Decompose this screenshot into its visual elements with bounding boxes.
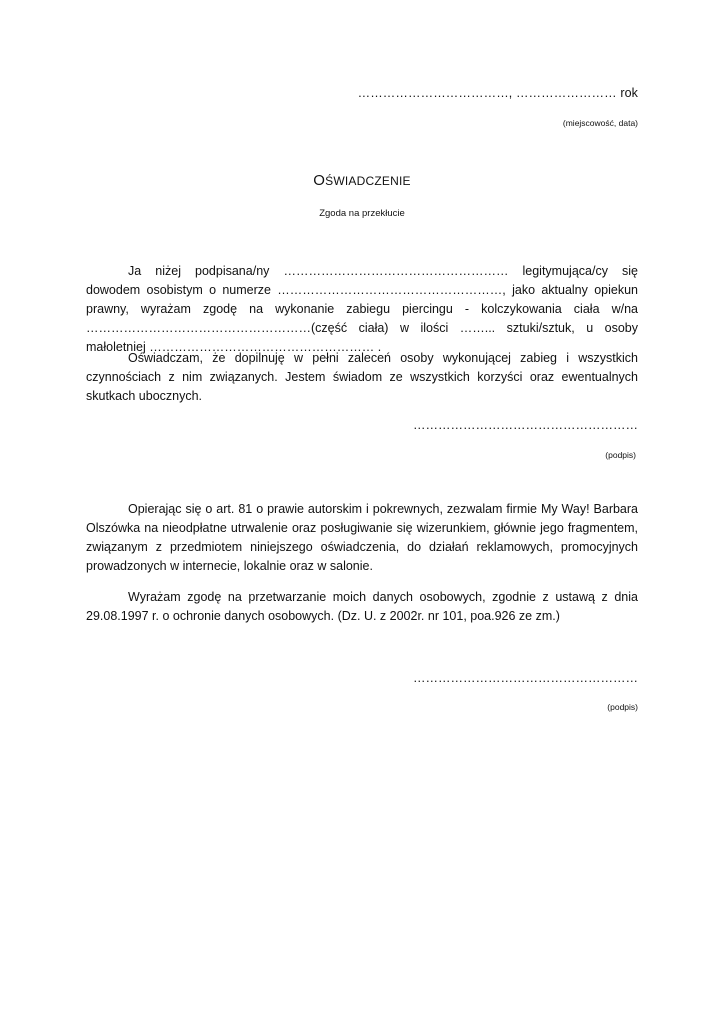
consent-paragraph	[86, 262, 638, 357]
data-processing-paragraph	[86, 588, 638, 626]
data-processing-text: Wyrażam zgodę na przetwarzanie moich danych osobowych, zgodnie z ustawą z dnia 29.08.1997 r. o ochronie danych osobowych. (Dz. U. z 2002r. nr 101, poa.926 ze zm.)	[86, 590, 638, 623]
declaration-text: Oświadczam, że dopilnuję w pełni zaleceń osoby wykonującej zabieg i wszystkich czynnościach z nim związanych. Jestem świadom ze wszystkich korzyści oraz ewentualnych skutkach ubocznych.	[86, 351, 638, 403]
declaration-paragraph	[86, 349, 638, 406]
consent-text: Ja niżej podpisana/ny ……………………………………………… legitymująca/cy się dowodem osobistym o numerze ………………………………………………, jako aktualny opiekun prawny, wyrażam zgodę na wykonanie zabiegu piercingu - kolczykowania ciała w/na ………………………………………………(część ciała) w ilości ……... sztuki/sztuk, u osoby małoletniej ……………………………………………… .	[86, 264, 638, 354]
signature-caption-2: (podpis)	[607, 702, 638, 712]
signature-line-1: ………………………………………………	[413, 418, 638, 432]
image-rights-paragraph	[86, 500, 638, 576]
title-first-letter: O	[313, 172, 326, 189]
signature-caption-1: (podpis)	[605, 450, 636, 460]
place-date-caption: (miejscowość, data)	[562, 118, 638, 128]
document-title	[0, 172, 724, 189]
place-date-line: ………………………………, …………………… rok	[357, 86, 638, 100]
title-rest: ŚWIADCZENIE	[325, 174, 411, 188]
document-subtitle: Zgoda na przekłucie	[319, 208, 405, 219]
signature-line-2: ………………………………………………	[413, 671, 638, 685]
image-rights-text: Opierając się o art. 81 o prawie autorskim i pokrewnych, zezwalam firmie My Way! Barbara Olszówka na nieodpłatne utrwalenie oraz posługiwanie się wizerunkiem, głównie jego fragmentem, związanym z przedmiotem niniejszego oświadczenia, do działań reklamowych, promocyjnych prowadzonych w internecie, lokalnie oraz w salonie.	[86, 502, 638, 573]
